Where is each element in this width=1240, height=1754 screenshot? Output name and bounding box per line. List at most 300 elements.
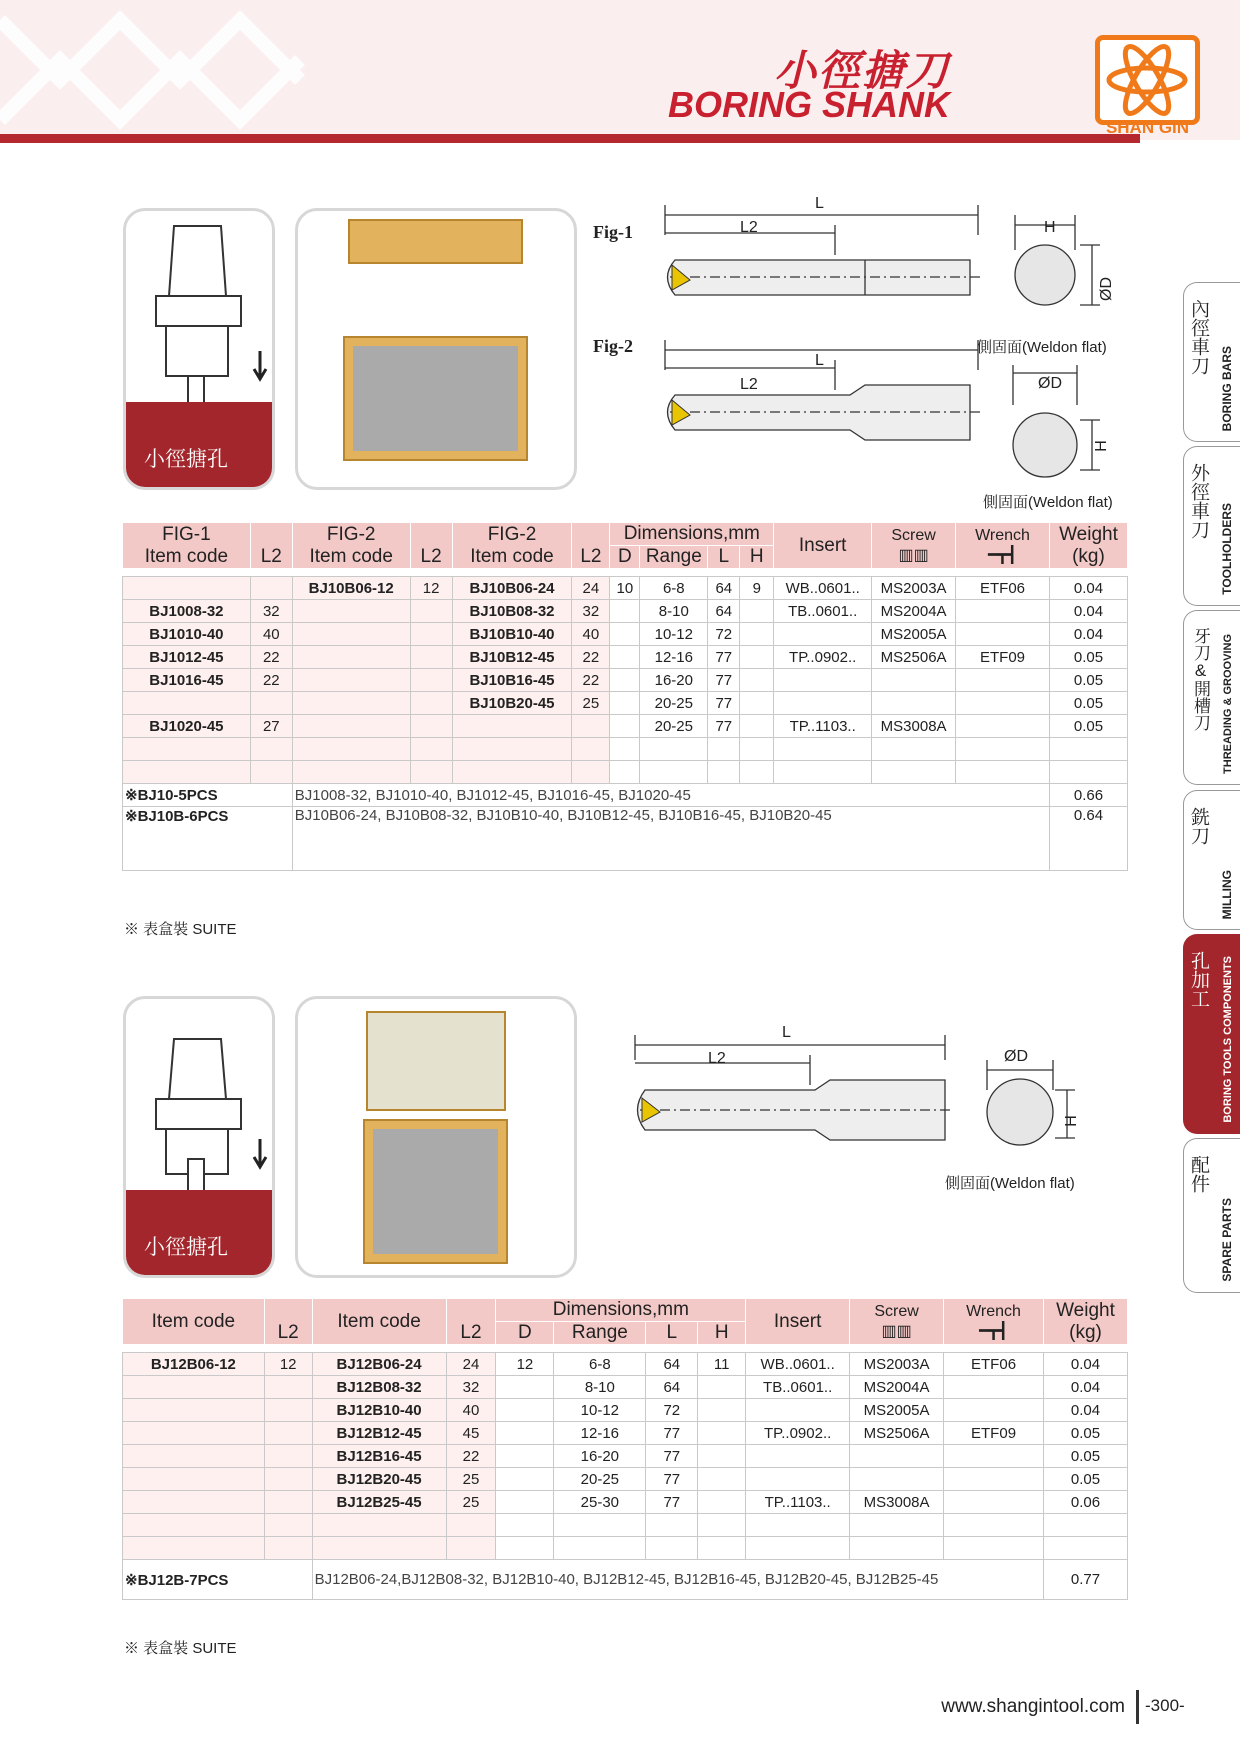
col-d: D (610, 546, 640, 569)
col-weight: Weight (kg) (1043, 1299, 1127, 1345)
foam-insert (373, 1129, 498, 1254)
wrench-icon: ━┳┫ (988, 546, 1017, 564)
fig1-item-code: BJ1010-40 (123, 623, 251, 646)
insert-value: TP..0902.. (746, 1422, 850, 1445)
dim-L-fig3: L (782, 1024, 791, 1041)
header-background (0, 0, 1240, 140)
dim-H-fig2: H (1092, 440, 1110, 452)
set-weight: 0.77 (1043, 1560, 1127, 1600)
item-code (123, 1445, 265, 1468)
col-range: Range (640, 546, 708, 569)
range-value: 20-25 (554, 1468, 646, 1491)
h-value (698, 1422, 746, 1445)
screw-value (872, 669, 956, 692)
box-base (343, 336, 528, 461)
screw-icon: ▥▥ (881, 1322, 912, 1340)
fig2b-item-code: BJ10B10-40 (452, 623, 572, 646)
col-l2: L2 (446, 1299, 496, 1345)
screw-value: MS2005A (850, 1399, 944, 1422)
col-fig1: FIG-1 Item code (123, 523, 251, 569)
l2-value: 40 (446, 1399, 496, 1422)
table-row (123, 623, 1128, 646)
col-insert: Insert (774, 523, 872, 569)
wrench-value: ETF09 (944, 1422, 1044, 1445)
screw-icon: ▥▥ (898, 546, 929, 564)
spindle-illustration (123, 208, 275, 490)
h-value (698, 1491, 746, 1514)
range-value: 10-12 (554, 1399, 646, 1422)
wrench-value (944, 1376, 1044, 1399)
l2-value (264, 1376, 312, 1399)
page-title-en: BORING SHANK (667, 84, 950, 125)
length-value: 77 (646, 1422, 698, 1445)
d-value (496, 1376, 554, 1399)
fig2a-l2 (410, 600, 452, 623)
col-screw: Screw ▥▥ (850, 1299, 944, 1345)
fig2a-l2 (410, 715, 452, 738)
fig2b-item-code: BJ10B06-24 (452, 577, 572, 600)
d-value (610, 600, 640, 623)
fig1-l2: 27 (250, 715, 292, 738)
col-h: H (740, 546, 774, 569)
length-value: 77 (708, 715, 740, 738)
fig2a-l2 (410, 646, 452, 669)
col-wrench: Wrench ━┳┫ (944, 1299, 1044, 1345)
col-l2: L2 (250, 523, 292, 569)
range-value: 20-25 (640, 715, 708, 738)
h-value (698, 1376, 746, 1399)
screw-value: MS2003A (872, 577, 956, 600)
header-rule (0, 134, 1140, 143)
table-row (123, 600, 1128, 623)
box-lid (366, 1011, 506, 1111)
range-value: 12-16 (554, 1422, 646, 1445)
screw-value: MS2506A (872, 646, 956, 669)
h-value (740, 692, 774, 715)
header-pattern (0, 0, 340, 140)
tool-set-photo-1 (295, 208, 577, 490)
range-value: 12-16 (640, 646, 708, 669)
fig1-l2: 40 (250, 623, 292, 646)
screw-value: MS2004A (872, 600, 956, 623)
d-value (496, 1468, 554, 1491)
fig2a-item-code (292, 646, 410, 669)
fig2a-item-code (292, 669, 410, 692)
fig2b-item-code: BJ10B08-32 (452, 600, 572, 623)
page-title-cn: 小徑搪刀 (773, 47, 950, 94)
tab-label-cn: 牙刀&開槽刀 (1191, 627, 1210, 731)
l2-value: 12 (264, 1353, 312, 1376)
weight-value: 0.04 (1049, 600, 1127, 623)
fig2a-l2: 12 (410, 577, 452, 600)
insert-value: WB..0601.. (774, 577, 872, 600)
d-value (610, 646, 640, 669)
h-value (740, 646, 774, 669)
length-value: 64 (646, 1376, 698, 1399)
brand-logo (1095, 35, 1200, 125)
d-value (610, 623, 640, 646)
spindle-illustration-2 (123, 996, 275, 1278)
fig2b-item-code (452, 715, 572, 738)
weight-value: 0.04 (1043, 1376, 1127, 1399)
col-insert: Insert (746, 1299, 850, 1345)
brand-name: SHAN GIN (1105, 118, 1190, 137)
dim-L2-fig2: L2 (740, 376, 758, 393)
table-row (123, 1376, 1128, 1399)
tool-holder-icon (126, 211, 275, 411)
item-code: BJ12B10-40 (312, 1399, 446, 1422)
range-value: 8-10 (640, 600, 708, 623)
l2-value (264, 1399, 312, 1422)
fig1-l2: 22 (250, 669, 292, 692)
fig1-item-code: BJ1008-32 (123, 600, 251, 623)
tab-label-en: TOOLHOLDERS (1220, 503, 1234, 595)
table-row-empty (123, 738, 1128, 761)
wrench-value (956, 600, 1050, 623)
atom-logo-icon (1100, 40, 1195, 120)
range-value: 16-20 (640, 669, 708, 692)
insert-value: TP..1103.. (746, 1491, 850, 1514)
fig1-l2 (250, 692, 292, 715)
table-row (123, 1353, 1128, 1376)
d-value (496, 1399, 554, 1422)
dim-H-fig3: H (1062, 1115, 1080, 1127)
boring-shank-table-1 (122, 522, 1128, 871)
tab-milling[interactable] (1183, 790, 1240, 930)
wrench-icon: ━┳┫ (979, 1322, 1008, 1340)
range-value: 16-20 (554, 1445, 646, 1468)
h-value (698, 1445, 746, 1468)
l2-value: 22 (446, 1445, 496, 1468)
insert-value (774, 669, 872, 692)
col-fig2b: FIG-2 Item code (452, 523, 572, 569)
l2-value: 25 (446, 1491, 496, 1514)
h-value (698, 1399, 746, 1422)
insert-value (774, 692, 872, 715)
range-value: 25-30 (554, 1491, 646, 1514)
wrench-value: ETF06 (944, 1353, 1044, 1376)
wrench-value (956, 692, 1050, 715)
tool-set-photo-2 (295, 996, 577, 1278)
wrench-value: ETF06 (956, 577, 1050, 600)
page-number: -300- (1145, 1696, 1185, 1715)
fig2b-l2: 22 (572, 646, 610, 669)
wrench-value (944, 1491, 1044, 1514)
bore-label: 小徑搪孔 (144, 448, 228, 471)
col-dimensions: Dimensions,mm (496, 1299, 746, 1322)
tab-label-cn: 內徑車刀 (1188, 299, 1209, 375)
table-row (123, 646, 1128, 669)
dim-D-fig2: ØD (1038, 375, 1062, 392)
l2-value (264, 1445, 312, 1468)
col-l2: L2 (410, 523, 452, 569)
length-value: 64 (708, 577, 740, 600)
tab-threading-grooving[interactable] (1183, 610, 1240, 785)
d-value (496, 1491, 554, 1514)
dim-D-fig3: ØD (1004, 1048, 1028, 1065)
footer-divider (1136, 1690, 1139, 1724)
screw-value (850, 1468, 944, 1491)
tab-label-en: BORING TOOLS COMPONENTS (1222, 956, 1234, 1123)
weight-value: 0.04 (1049, 577, 1127, 600)
wrench-value (956, 669, 1050, 692)
screw-value: MS2506A (850, 1422, 944, 1445)
foam-insert (353, 346, 518, 451)
insert-value (746, 1445, 850, 1468)
wrench-value (956, 623, 1050, 646)
tab-label-cn: 外徑車刀 (1188, 463, 1209, 539)
length-value: 72 (646, 1399, 698, 1422)
item-code (123, 1468, 265, 1491)
set-weight: 0.66 (1049, 784, 1127, 807)
tab-label-en: MILLING (1220, 869, 1234, 919)
col-range: Range (554, 1322, 646, 1345)
boring-shank-table-2 (122, 1298, 1128, 1600)
fig1-label: Fig-1 (593, 222, 633, 242)
fig2b-item-code: BJ10B16-45 (452, 669, 572, 692)
fig2a-item-code (292, 623, 410, 646)
l2-value: 24 (446, 1353, 496, 1376)
fig2b-l2: 22 (572, 669, 610, 692)
length-value: 77 (646, 1468, 698, 1491)
set-code: ※BJ12B-7PCS (123, 1560, 313, 1600)
col-l2: L2 (264, 1299, 312, 1345)
col-length: L (646, 1322, 698, 1345)
l2-value (264, 1468, 312, 1491)
item-code: BJ12B06-24 (312, 1353, 446, 1376)
tab-label-en: BORING BARS (1220, 345, 1234, 431)
item-code (123, 1376, 265, 1399)
bore-label: 小徑搪孔 (144, 1236, 228, 1259)
weight-value: 0.05 (1049, 692, 1127, 715)
range-value: 20-25 (640, 692, 708, 715)
col-item-code: Item code (312, 1299, 446, 1345)
l2-value: 45 (446, 1422, 496, 1445)
fig1-item-code (123, 577, 251, 600)
length-value: 77 (708, 692, 740, 715)
table-row (123, 1445, 1128, 1468)
suite-note-1: ※ 表盒裝 SUITE (124, 921, 237, 938)
tab-boring-tools-components[interactable] (1183, 934, 1240, 1134)
col-item-code: Item code (123, 1299, 265, 1345)
col-weight: Weight (kg) (1049, 523, 1127, 569)
col-screw: Screw ▥▥ (872, 523, 956, 569)
range-value: 10-12 (640, 623, 708, 646)
tab-label-en: SPARE PARTS (1220, 1198, 1234, 1282)
fig2a-l2 (410, 692, 452, 715)
fig2b-l2: 24 (572, 577, 610, 600)
screw-value: MS3008A (850, 1491, 944, 1514)
weldon-note-fig3: 側固面(Weldon flat) (945, 1175, 1075, 1192)
weldon-note-fig2: 側固面(Weldon flat) (983, 494, 1113, 511)
item-code (123, 1399, 265, 1422)
tab-label-cn: 配件 (1188, 1155, 1209, 1193)
wrench-value (944, 1399, 1044, 1422)
table-row (123, 1399, 1128, 1422)
length-value: 64 (646, 1353, 698, 1376)
tab-boring-bars[interactable] (1183, 282, 1240, 442)
fig2a-l2 (410, 669, 452, 692)
l2-value (264, 1491, 312, 1514)
col-wrench: Wrench ━┳┫ (956, 523, 1050, 569)
fig2b-l2: 32 (572, 600, 610, 623)
insert-value (746, 1468, 850, 1491)
fig2a-l2 (410, 623, 452, 646)
l2-value: 32 (446, 1376, 496, 1399)
table-row (123, 1491, 1128, 1514)
screw-value: MS2003A (850, 1353, 944, 1376)
fig2b-item-code: BJ10B20-45 (452, 692, 572, 715)
screw-value: MS2004A (850, 1376, 944, 1399)
table-row (123, 715, 1128, 738)
insert-value (746, 1399, 850, 1422)
fig1-l2: 32 (250, 600, 292, 623)
dim-L2-fig3: L2 (708, 1050, 726, 1067)
range-value: 6-8 (554, 1353, 646, 1376)
col-fig2a: FIG-2 Item code (292, 523, 410, 569)
table-row-empty (123, 1514, 1128, 1537)
length-value: 72 (708, 623, 740, 646)
set-code: ※BJ10-5PCS (123, 784, 293, 807)
table-row (123, 669, 1128, 692)
item-code (123, 1491, 265, 1514)
set-weight: 0.64 (1049, 807, 1127, 871)
fig2a-item-code (292, 692, 410, 715)
screw-value (850, 1445, 944, 1468)
table-row-empty (123, 1537, 1128, 1560)
wrench-value: ETF09 (956, 646, 1050, 669)
fig2a-item-code: BJ10B06-12 (292, 577, 410, 600)
table-row (123, 1468, 1128, 1491)
d-value (610, 669, 640, 692)
set-row (123, 784, 1128, 807)
set-contents: BJ10B06-24, BJ10B08-32, BJ10B10-40, BJ10B12-45, BJ10B16-45, BJ10B20-45 (292, 807, 1049, 871)
wrench-value (956, 715, 1050, 738)
range-value: 8-10 (554, 1376, 646, 1399)
length-value: 77 (646, 1491, 698, 1514)
dim-L-fig2: L (815, 352, 824, 369)
insert-value: WB..0601.. (746, 1353, 850, 1376)
table-row (123, 1422, 1128, 1445)
dim-L2-fig1: L2 (740, 219, 758, 236)
table-row-empty (123, 761, 1128, 784)
d-value (496, 1445, 554, 1468)
fig2b-item-code: BJ10B12-45 (452, 646, 572, 669)
tool-holder-icon (126, 999, 275, 1199)
item-code: BJ12B12-45 (312, 1422, 446, 1445)
tab-label-cn: 孔加工 (1188, 951, 1209, 1008)
insert-value: TB..0601.. (746, 1376, 850, 1399)
length-value: 77 (708, 669, 740, 692)
screw-value (872, 692, 956, 715)
h-value (698, 1468, 746, 1491)
fig1-item-code: BJ1020-45 (123, 715, 251, 738)
fig1-item-code: BJ1016-45 (123, 669, 251, 692)
weight-value: 0.05 (1049, 669, 1127, 692)
h-value (740, 669, 774, 692)
fig2b-l2 (572, 715, 610, 738)
weight-value: 0.04 (1043, 1399, 1127, 1422)
set-row (123, 807, 1128, 871)
h-value (740, 715, 774, 738)
box-lid (348, 219, 523, 264)
weight-value: 0.05 (1043, 1445, 1127, 1468)
d-value (496, 1422, 554, 1445)
h-value (740, 623, 774, 646)
insert-value (774, 623, 872, 646)
item-code: BJ12B25-45 (312, 1491, 446, 1514)
weight-value: 0.06 (1043, 1491, 1127, 1514)
h-value (740, 600, 774, 623)
d-value: 10 (610, 577, 640, 600)
weight-value: 0.05 (1043, 1468, 1127, 1491)
col-h: H (698, 1322, 746, 1345)
table-row (123, 692, 1128, 715)
set-code: ※BJ10B-6PCS (123, 807, 293, 871)
fig1-item-code: BJ1012-45 (123, 646, 251, 669)
screw-value: MS2005A (872, 623, 956, 646)
footer-url[interactable]: www.shangintool.com (941, 1696, 1125, 1717)
item-code: BJ12B20-45 (312, 1468, 446, 1491)
table-row (123, 577, 1128, 600)
tab-toolholders[interactable] (1183, 446, 1240, 606)
tab-label-en: THREADING & GROOVING (1222, 634, 1234, 774)
weight-value: 0.04 (1049, 623, 1127, 646)
fig2b-l2: 25 (572, 692, 610, 715)
l2-value: 25 (446, 1468, 496, 1491)
length-value: 77 (646, 1445, 698, 1468)
weight-value: 0.05 (1043, 1422, 1127, 1445)
range-value: 6-8 (640, 577, 708, 600)
dim-D-fig1: ØD (1098, 277, 1115, 301)
d-value (610, 692, 640, 715)
wrench-value (944, 1445, 1044, 1468)
item-code: BJ12B06-12 (123, 1353, 265, 1376)
weight-value: 0.04 (1043, 1353, 1127, 1376)
h-value: 9 (740, 577, 774, 600)
l2-value (264, 1422, 312, 1445)
fig1-l2 (250, 577, 292, 600)
tab-spare-parts[interactable] (1183, 1138, 1240, 1293)
fig2a-item-code (292, 600, 410, 623)
set-row (123, 1560, 1128, 1600)
d-value: 12 (496, 1353, 554, 1376)
fig2b-l2: 40 (572, 623, 610, 646)
fig1-l2: 22 (250, 646, 292, 669)
fig2a-item-code (292, 715, 410, 738)
d-value (610, 715, 640, 738)
item-code: BJ12B08-32 (312, 1376, 446, 1399)
set-contents: BJ1008-32, BJ1010-40, BJ1012-45, BJ1016-45, BJ1020-45 (292, 784, 1049, 807)
screw-value: MS3008A (872, 715, 956, 738)
suite-note-2: ※ 表盒裝 SUITE (124, 1640, 237, 1657)
item-code (123, 1422, 265, 1445)
col-d: D (496, 1322, 554, 1345)
col-length: L (708, 546, 740, 569)
length-value: 77 (708, 646, 740, 669)
item-code: BJ12B16-45 (312, 1445, 446, 1468)
length-value: 64 (708, 600, 740, 623)
wrench-value (944, 1468, 1044, 1491)
weldon-note-fig1: 側固面(Weldon flat) (977, 339, 1107, 356)
box-base (363, 1119, 508, 1264)
tab-label-cn: 銑刀 (1188, 807, 1209, 845)
h-value: 11 (698, 1353, 746, 1376)
set-contents: BJ12B06-24,BJ12B08-32, BJ12B10-40, BJ12B12-45, BJ12B16-45, BJ12B20-45, BJ12B25-45 (312, 1560, 1043, 1600)
fig1-item-code (123, 692, 251, 715)
insert-value: TP..0902.. (774, 646, 872, 669)
col-dimensions: Dimensions,mm (610, 523, 774, 546)
